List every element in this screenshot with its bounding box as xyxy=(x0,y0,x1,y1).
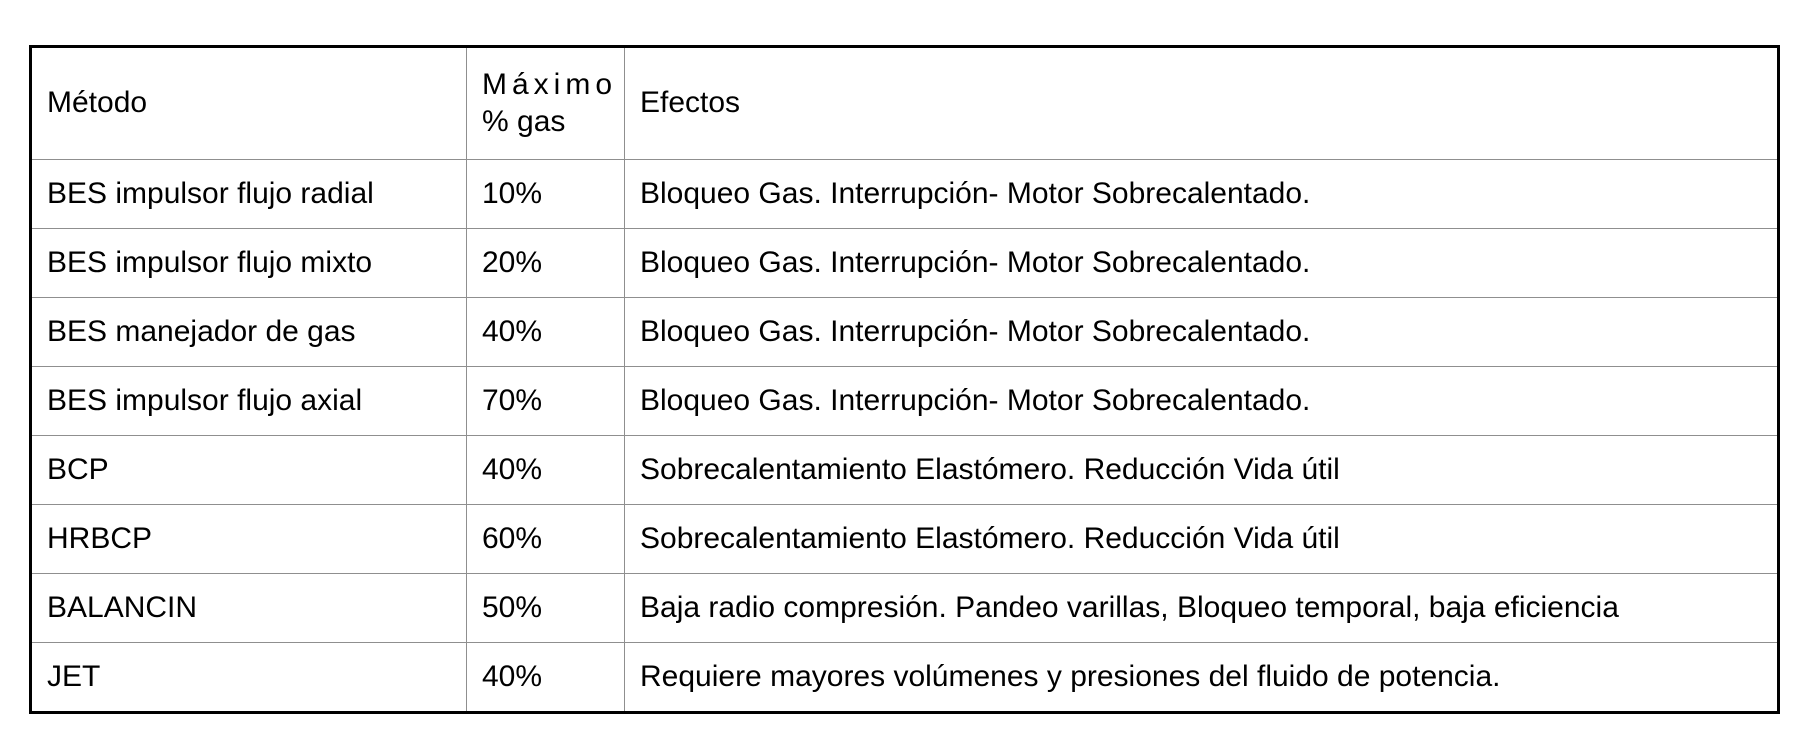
cell-method: BES impulsor flujo axial xyxy=(31,367,467,436)
cell-max-gas: 60% xyxy=(467,505,625,574)
header-max-gas xyxy=(467,47,625,160)
table-row xyxy=(31,229,1779,298)
table-row xyxy=(31,436,1779,505)
cell-method: HRBCP xyxy=(31,505,467,574)
cell-effects: Bloqueo Gas. Interrupción- Motor Sobrecalentado. xyxy=(625,229,1779,298)
table-row xyxy=(31,574,1779,643)
cell-effects: Sobrecalentamiento Elastómero. Reducción Vida útil xyxy=(625,436,1779,505)
header-method: Método xyxy=(31,47,467,160)
cell-method: BES manejador de gas xyxy=(31,298,467,367)
cell-max-gas: 40% xyxy=(467,298,625,367)
cell-method: BALANCIN xyxy=(31,574,467,643)
cell-method: BES impulsor flujo mixto xyxy=(31,229,467,298)
cell-effects: Bloqueo Gas. Interrupción- Motor Sobrecalentado. xyxy=(625,160,1779,229)
table-row xyxy=(31,505,1779,574)
cell-effects: Sobrecalentamiento Elastómero. Reducción Vida útil xyxy=(625,505,1779,574)
header-effects: Efectos xyxy=(625,47,1779,160)
cell-max-gas: 40% xyxy=(467,436,625,505)
table-row xyxy=(31,298,1779,367)
cell-max-gas: 40% xyxy=(467,643,625,713)
header-max-gas-line2: % gas xyxy=(482,104,566,138)
cell-max-gas: 70% xyxy=(467,367,625,436)
table-row xyxy=(31,367,1779,436)
cell-method: BES impulsor flujo radial xyxy=(31,160,467,229)
cell-method: BCP xyxy=(31,436,467,505)
cell-max-gas: 50% xyxy=(467,574,625,643)
cell-effects: Bloqueo Gas. Interrupción- Motor Sobrecalentado. xyxy=(625,298,1779,367)
table-row xyxy=(31,643,1779,713)
cell-method: JET xyxy=(31,643,467,713)
cell-max-gas: 10% xyxy=(467,160,625,229)
cell-effects: Requiere mayores volúmenes y presiones del fluido de potencia. xyxy=(625,643,1779,713)
cell-effects: Bloqueo Gas. Interrupción- Motor Sobrecalentado. xyxy=(625,367,1779,436)
gas-tolerance-table xyxy=(29,45,1780,714)
table-header-row xyxy=(31,47,1779,160)
header-max-gas-line1: Máximo xyxy=(482,67,618,101)
cell-effects: Baja radio compresión. Pandeo varillas, Bloqueo temporal, baja eficiencia xyxy=(625,574,1779,643)
table-row xyxy=(31,160,1779,229)
cell-max-gas: 20% xyxy=(467,229,625,298)
